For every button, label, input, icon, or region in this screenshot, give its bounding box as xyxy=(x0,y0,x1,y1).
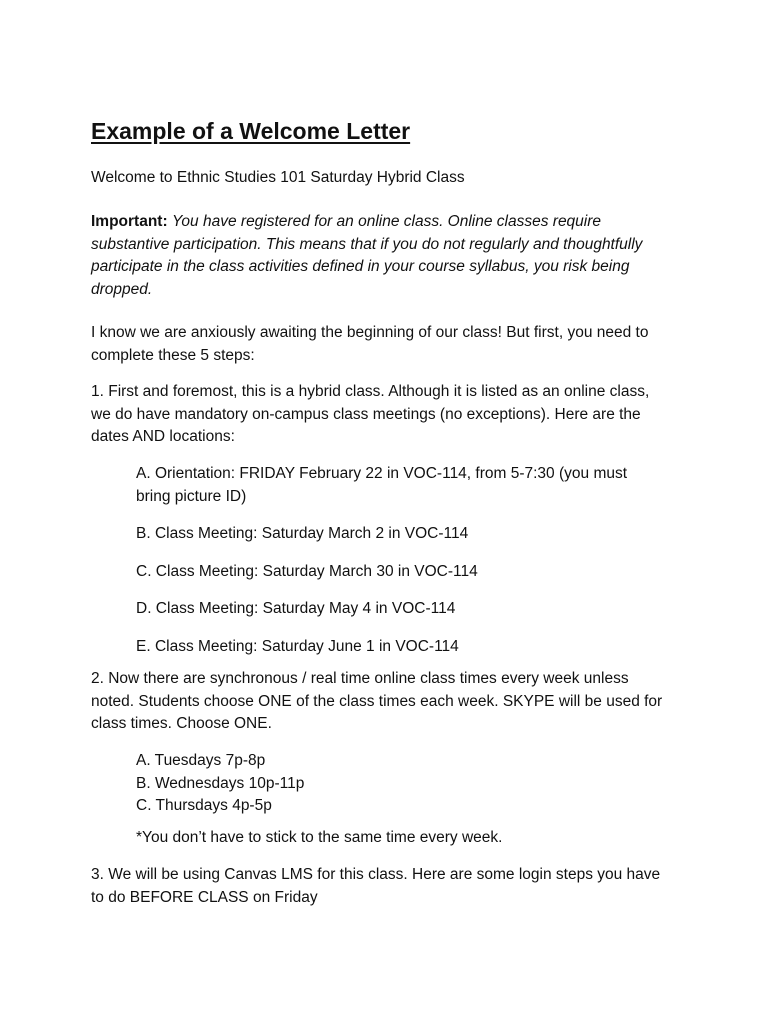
step-1-line-1: 1. First and foremost, this is a hybrid class. Although it is listed as an online class, xyxy=(91,383,650,400)
important-text-3: participate in the class activities defined in your course syllabus, you risk being xyxy=(91,258,630,275)
document-title: Example of a Welcome Letter xyxy=(91,118,411,144)
class-times-list xyxy=(136,750,696,818)
step-3-paragraph xyxy=(91,864,691,909)
class-time-item: A. Tuesdays 7p-8p xyxy=(136,752,266,769)
intro-line-2: complete these 5 steps: xyxy=(91,346,255,364)
intro-paragraph xyxy=(91,322,691,367)
step-2-line-3: class times. Choose ONE. xyxy=(91,715,272,732)
step-3-line-1: 3. We will be using Canvas LMS for this class. Here are some login steps you have xyxy=(91,866,661,883)
step-3-line-2: to do BEFORE CLASS on Friday xyxy=(91,888,318,906)
step-1-line-3: dates AND locations: xyxy=(91,428,235,445)
meeting-item-c: C. Class Meeting: Saturday March 30 in VOC-114 xyxy=(136,563,478,580)
step-1-paragraph xyxy=(91,381,691,449)
intro-line-1: I know we are anxiously awaiting the beginning of our class! But first, you need to xyxy=(91,324,649,341)
step-2-paragraph xyxy=(91,668,691,736)
class-times-note: *You don’t have to stick to the same time every week. xyxy=(136,829,503,846)
meeting-a-line-2: bring picture ID) xyxy=(136,487,247,505)
important-text-1: You have registered for an online class. Online classes require xyxy=(171,213,602,230)
meeting-item-b: B. Class Meeting: Saturday March 2 in VOC-114 xyxy=(136,525,469,542)
important-label: Important: xyxy=(91,213,168,230)
meeting-a-line-1: A. Orientation: FRIDAY February 22 in VOC-114, from 5-7:30 (you must xyxy=(136,465,628,482)
step-2-line-1: 2. Now there are synchronous / real time online class times every week unless xyxy=(91,670,629,687)
meeting-item-a xyxy=(136,463,696,508)
important-text-4: dropped. xyxy=(91,280,153,298)
class-time-item: B. Wednesdays 10p-11p xyxy=(136,774,305,792)
step-2-line-2: noted. Students choose ONE of the class times each week. SKYPE will be used for xyxy=(91,692,663,710)
meeting-item-e: E. Class Meeting: Saturday June 1 in VOC-114 xyxy=(136,638,459,655)
welcome-line: Welcome to Ethnic Studies 101 Saturday Hybrid Class xyxy=(91,169,465,186)
meeting-item-d: D. Class Meeting: Saturday May 4 in VOC-114 xyxy=(136,600,456,617)
step-1-line-2: we do have mandatory on-campus class meetings (no exceptions). Here are the xyxy=(91,405,641,423)
important-text-2: substantive participation. This means that if you do not regularly and thoughtfully xyxy=(91,235,643,253)
important-notice xyxy=(91,211,691,301)
class-time-item: C. Thursdays 4p-5p xyxy=(136,797,272,814)
important-line-1 xyxy=(91,211,691,234)
